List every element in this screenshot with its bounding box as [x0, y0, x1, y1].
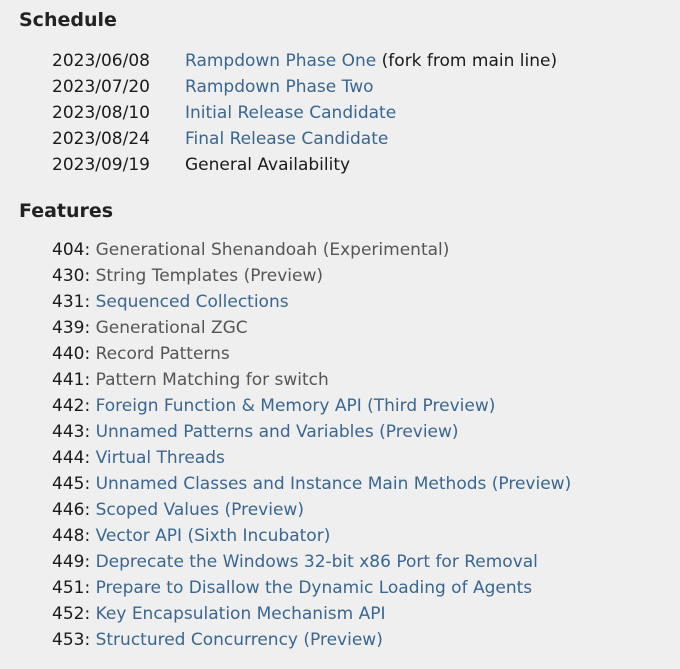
- feature-item: [52, 601, 571, 627]
- feature-link-structured-concurrency[interactable]: Structured Concurrency (Preview): [95, 630, 383, 650]
- feature-title-generational-shenandoah: Generational Shenandoah (Experimental): [95, 240, 450, 260]
- jep-number: 430:: [52, 266, 91, 286]
- feature-link-sequenced-collections[interactable]: Sequenced Collections: [95, 292, 289, 312]
- feature-item: [52, 419, 571, 445]
- jep-number: 431:: [52, 292, 91, 312]
- milestone-link-final-release-candidate[interactable]: Final Release Candidate: [185, 129, 389, 149]
- jep-number: 445:: [52, 474, 91, 494]
- jep-number: 443:: [52, 422, 91, 442]
- feature-link-unnamed-patterns-variables[interactable]: Unnamed Patterns and Variables (Preview): [95, 422, 459, 442]
- feature-link-unnamed-classes-main-methods[interactable]: Unnamed Classes and Instance Main Methods (Preview): [95, 474, 572, 494]
- schedule-milestone: [185, 152, 350, 178]
- milestone-note: (fork from main line): [376, 51, 558, 71]
- schedule-date: 2023/08/10: [52, 103, 150, 123]
- schedule-milestone: [185, 126, 388, 152]
- jep-number: 449:: [52, 552, 91, 572]
- feature-item: [52, 627, 571, 653]
- jep-number: 442:: [52, 396, 91, 416]
- schedule-list: [52, 48, 557, 178]
- schedule-row: [52, 100, 557, 126]
- feature-item: [52, 497, 571, 523]
- milestone-link-initial-release-candidate[interactable]: Initial Release Candidate: [185, 103, 397, 123]
- feature-link-key-encapsulation-api[interactable]: Key Encapsulation Mechanism API: [95, 604, 386, 624]
- schedule-row: [52, 152, 557, 178]
- feature-link-vector-api[interactable]: Vector API (Sixth Incubator): [95, 526, 331, 546]
- jep-number: 441:: [52, 370, 91, 390]
- schedule-milestone: [185, 74, 374, 100]
- schedule-heading: Schedule: [19, 9, 117, 31]
- feature-item: [52, 237, 571, 263]
- jep-number: 404:: [52, 240, 91, 260]
- feature-link-foreign-function-memory-api[interactable]: Foreign Function & Memory API (Third Preview): [95, 396, 496, 416]
- jep-number: 440:: [52, 344, 91, 364]
- feature-link-scoped-values[interactable]: Scoped Values (Preview): [95, 500, 304, 520]
- milestone-link-rampdown-phase-two[interactable]: Rampdown Phase Two: [185, 77, 374, 97]
- schedule-row: [52, 74, 557, 100]
- feature-item: [52, 523, 571, 549]
- jep-number: 444:: [52, 448, 91, 468]
- feature-item: [52, 341, 571, 367]
- feature-link-disallow-dynamic-agents[interactable]: Prepare to Disallow the Dynamic Loading of Agents: [95, 578, 533, 598]
- schedule-date: 2023/07/20: [52, 77, 150, 97]
- feature-title-string-templates: String Templates (Preview): [95, 266, 324, 286]
- feature-item: [52, 263, 571, 289]
- feature-item: [52, 445, 571, 471]
- jep-number: 446:: [52, 500, 91, 520]
- feature-title-pattern-matching-switch: Pattern Matching for switch: [95, 370, 329, 390]
- feature-title-generational-zgc: Generational ZGC: [95, 318, 248, 338]
- jep-number: 439:: [52, 318, 91, 338]
- feature-title-record-patterns: Record Patterns: [95, 344, 230, 364]
- schedule-row: [52, 48, 557, 74]
- schedule-date: 2023/09/19: [52, 155, 150, 175]
- feature-item: [52, 289, 571, 315]
- schedule-milestone: [185, 48, 557, 74]
- feature-list: [52, 237, 571, 653]
- milestone-general-availability: General Availability: [185, 155, 351, 175]
- feature-item: [52, 549, 571, 575]
- schedule-milestone: [185, 100, 396, 126]
- feature-item: [52, 315, 571, 341]
- feature-link-deprecate-windows-x86[interactable]: Deprecate the Windows 32-bit x86 Port for Removal: [95, 552, 538, 572]
- milestone-link-rampdown-phase-one[interactable]: Rampdown Phase One: [185, 51, 377, 71]
- feature-item: [52, 471, 571, 497]
- features-heading: Features: [19, 200, 114, 222]
- feature-link-virtual-threads[interactable]: Virtual Threads: [95, 448, 225, 468]
- jep-number: 448:: [52, 526, 91, 546]
- schedule-date: 2023/08/24: [52, 129, 150, 149]
- jep-number: 451:: [52, 578, 91, 598]
- schedule-date: 2023/06/08: [52, 51, 150, 71]
- jep-number: 453:: [52, 630, 91, 650]
- feature-item: [52, 367, 571, 393]
- jep-number: 452:: [52, 604, 91, 624]
- schedule-row: [52, 126, 557, 152]
- feature-item: [52, 575, 571, 601]
- feature-item: [52, 393, 571, 419]
